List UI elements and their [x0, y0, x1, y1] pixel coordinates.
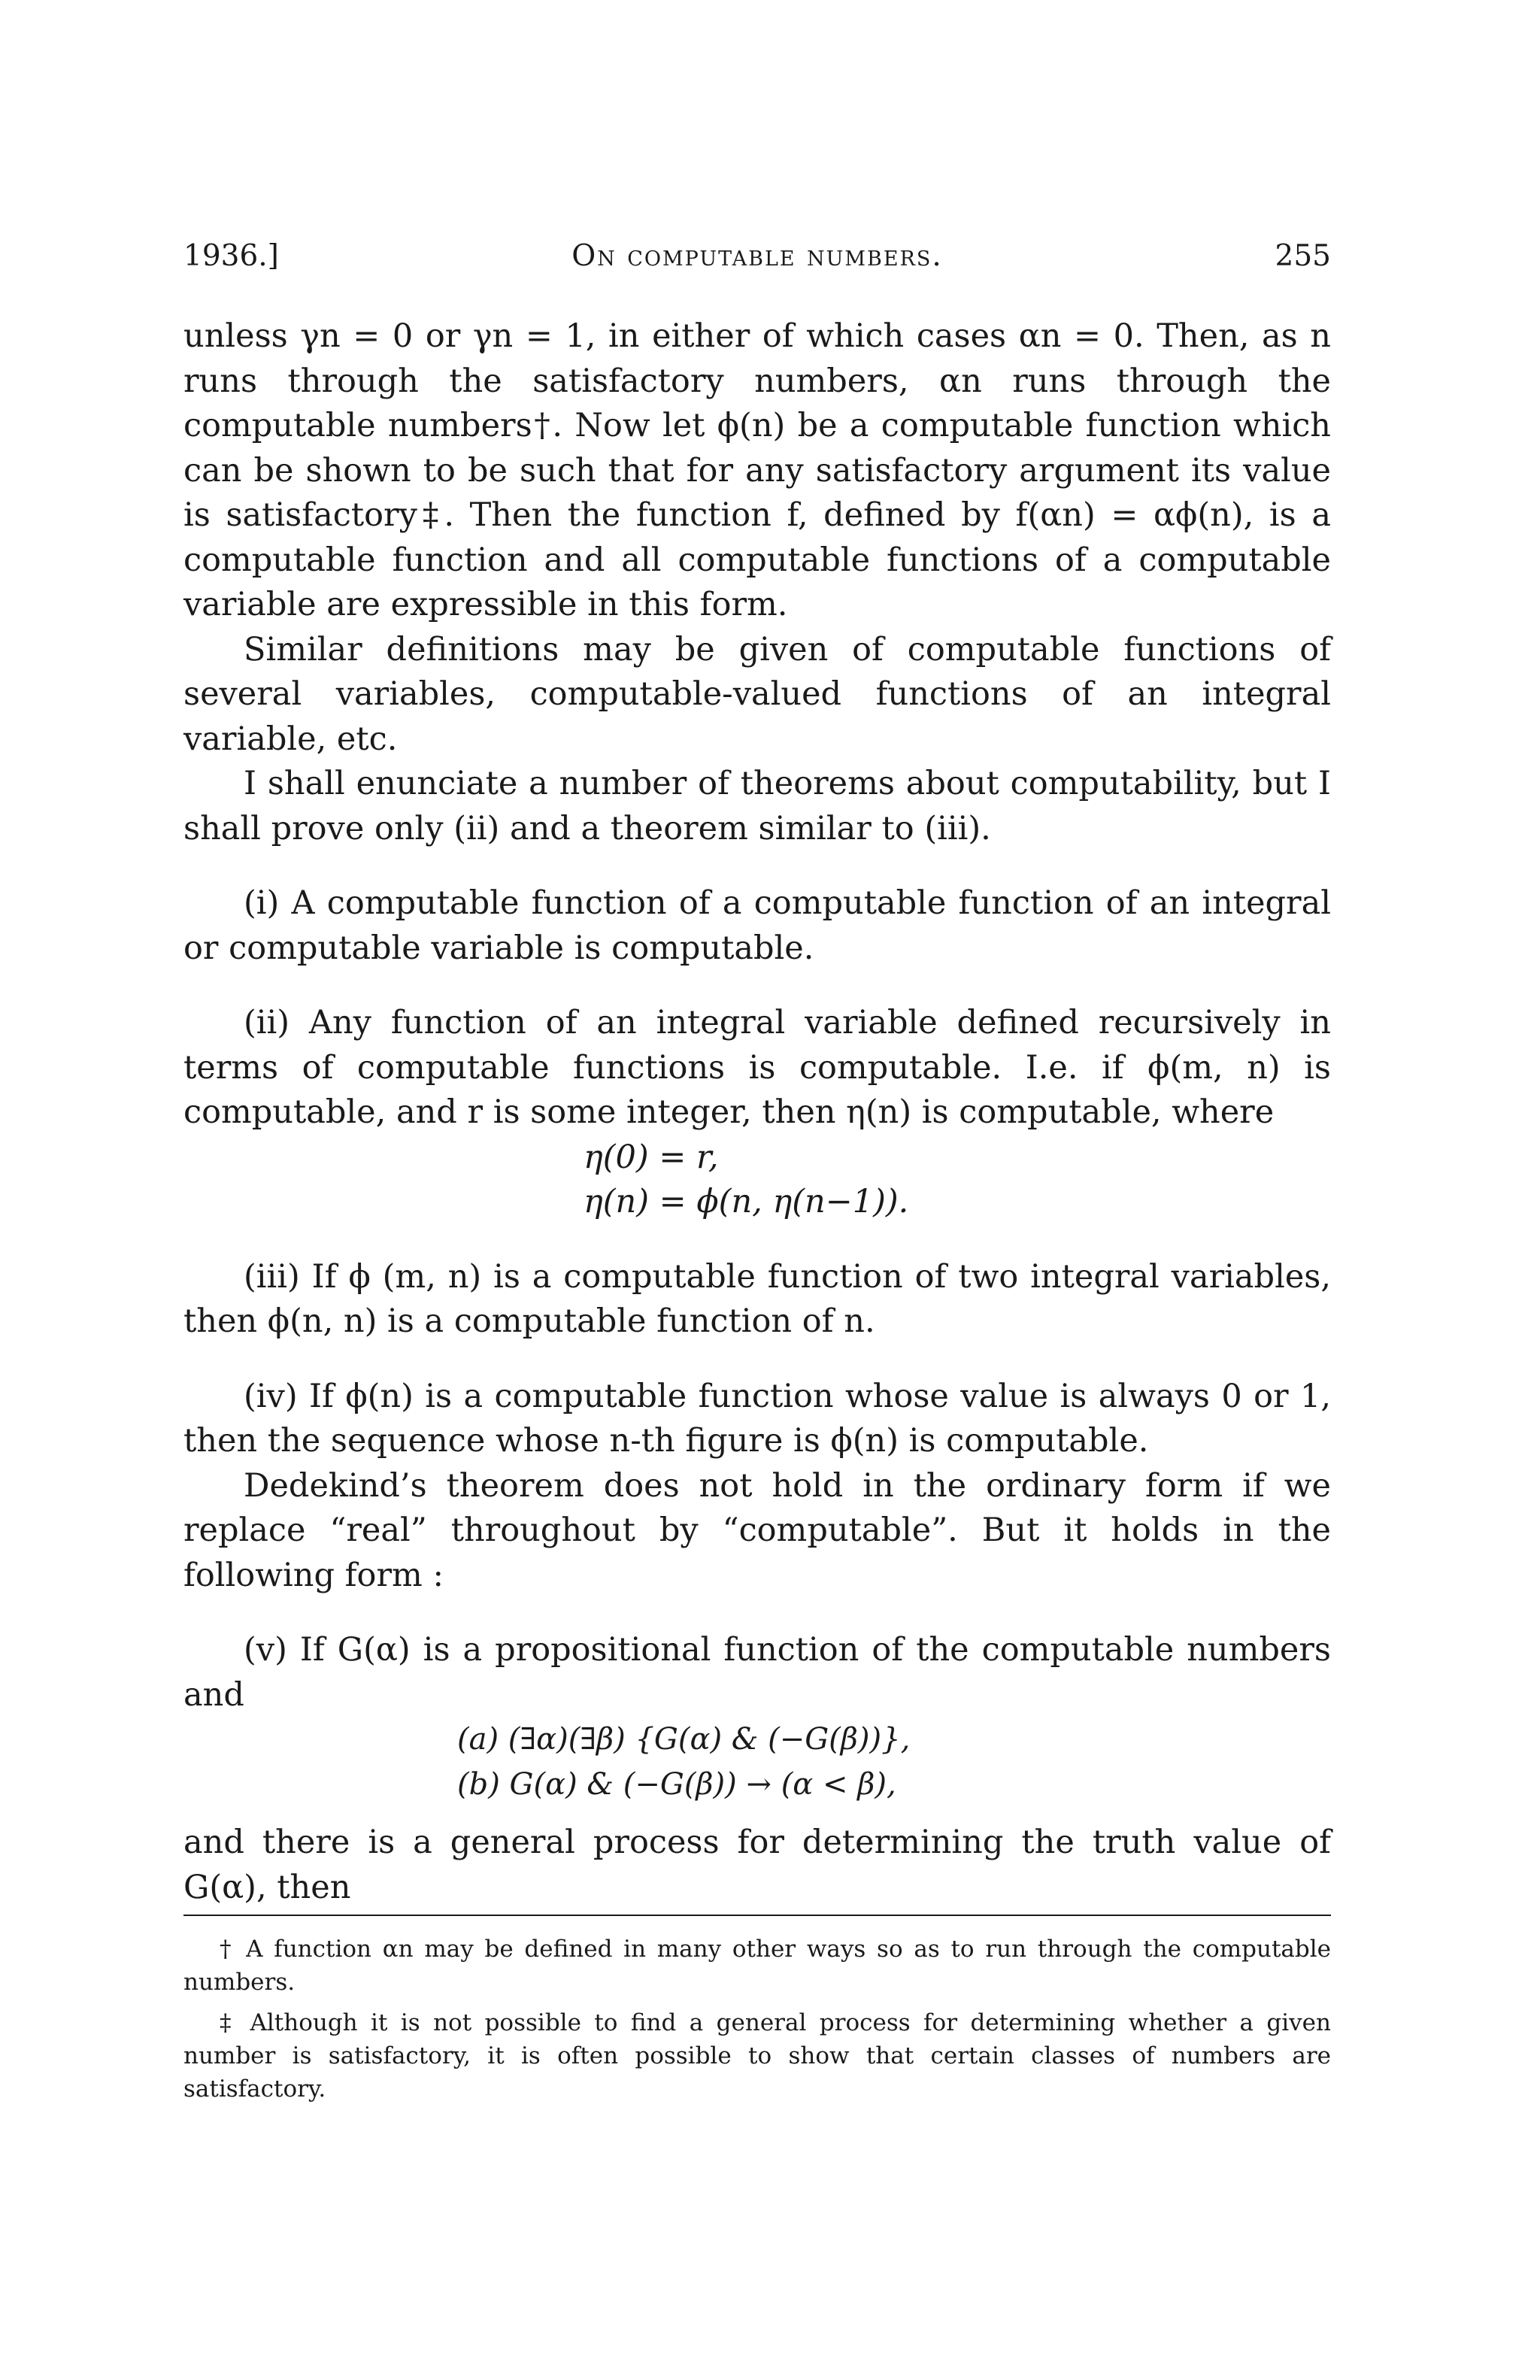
- spacer: [183, 1598, 1331, 1628]
- paragraph-2: Similar definitions may be given of computable functions of several variables, computable-valued functions of an integral variable, etc.: [183, 630, 1331, 758]
- paragraph-3: I shall enunciate a number of theorems about computability, but I shall prove only (ii) and a theorem similar to (iii).: [183, 765, 1331, 847]
- spacer: [183, 1345, 1331, 1375]
- theorem-v: (v) If G(α) is a propositional function of the computable numbers and: [183, 1631, 1331, 1714]
- header-title: On computable numbers.: [571, 239, 943, 273]
- paragraph-5: and there is a general process for determining the truth value of G(α), then: [183, 1824, 1331, 1906]
- footnotes: [183, 1933, 1331, 2113]
- equation-eta-0: η(0) = r,: [584, 1138, 719, 1176]
- paragraph-4: Dedekind’s theorem does not hold in the ordinary form if we replace “real” throughout by “computable”. But it holds in the following form :: [183, 1466, 1331, 1594]
- footnote-dagger: † A function αn may be defined in many other ways so as to run through the computable numbers.: [183, 1936, 1331, 1996]
- theorem-ii: (ii) Any function of an integral variable defined recursively in terms of computable functions is computable. I.e. if ϕ(m, n) is computable, and r is some integer, then η(n) is computable, where: [183, 1004, 1331, 1131]
- theorem-iii: (iii) If ϕ (m, n) is a computable function of two integral variables, then ϕ(n, n) is a computable function of n.: [183, 1257, 1331, 1340]
- condition-a: (a) (∃α)(∃β) {G(α) & (−G(β))},: [457, 1722, 911, 1757]
- theorem-iv: (iv) If ϕ(n) is a computable function whose value is always 0 or 1, then the sequence whose n-th figure is ϕ(n) is computable.: [183, 1377, 1331, 1460]
- footnote-rule: [183, 1915, 1331, 1916]
- equation-eta-n: η(n) = ϕ(n, η(n−1)).: [584, 1183, 909, 1220]
- header-year: 1936.]: [183, 239, 279, 273]
- condition-b: (b) G(α) & (−G(β)) → (α < β),: [457, 1766, 896, 1802]
- paragraph-1: unless γn = 0 or γn = 1, in either of which cases αn = 0. Then, as n runs through the satisfactory numbers, αn runs through the computable numbers†. Now let ϕ(n) be a computable function which can be shown to be such that for any satisfactory argument its value is satisfactory‡. Then the function f, defined by f(αn) = αϕ(n), is a computable function and all computable functions of a computable variable are expressible in this form.: [183, 317, 1331, 623]
- running-head: [183, 239, 1331, 277]
- footnote-double-dagger: ‡ Although it is not possible to find a general process for determining whether a given number is satisfactory, it is often possible to show that certain classes of numbers are satisfactory.: [183, 2009, 1331, 2103]
- page: [183, 0, 1331, 2380]
- spacer: [183, 1225, 1331, 1255]
- spacer: [183, 971, 1331, 1001]
- theorem-i: (i) A computable function of a computable function of an integral or computable variable is computable.: [183, 884, 1331, 967]
- body-text: [183, 314, 1331, 1910]
- page-number: 255: [1275, 239, 1331, 273]
- spacer: [183, 851, 1331, 881]
